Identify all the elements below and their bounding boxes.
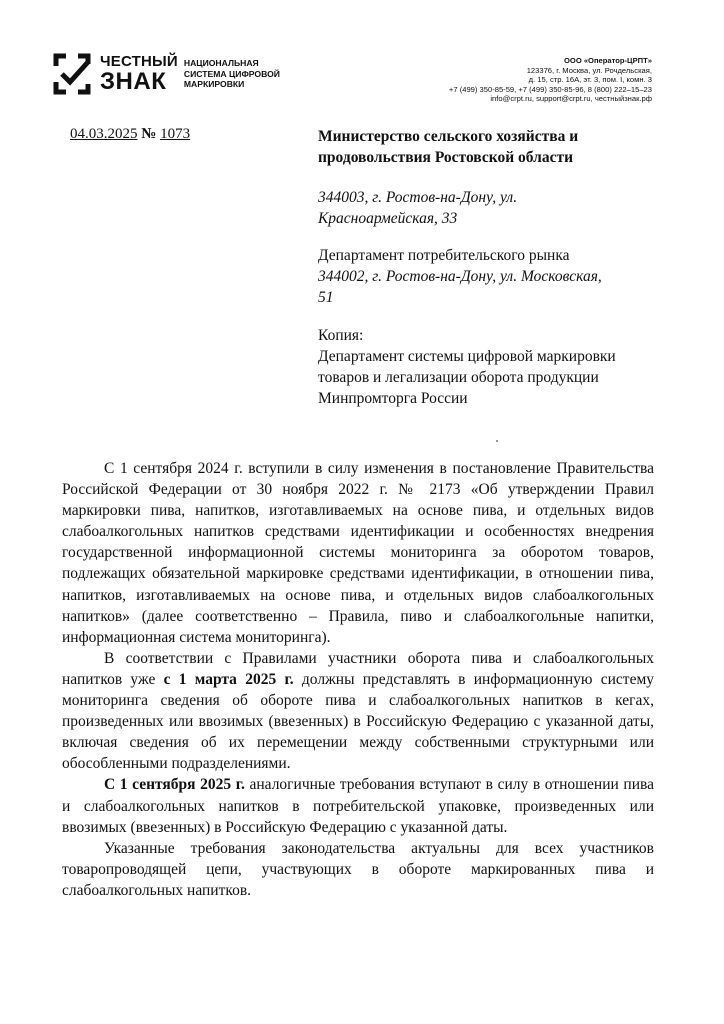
recipient-department [318,245,668,308]
logo-wordmark [100,54,178,94]
logo-word-2: ЗНАК [100,68,167,95]
copy-recipient-line: Минпромторга России [318,390,468,407]
chestny-znak-logo [52,50,280,98]
organization-name: ООО «Оператор-ЦРПТ» [564,56,652,65]
logo-word-1: ЧЕСТНЫЙ [100,53,178,70]
scan-speck [496,440,498,442]
letter-body [62,458,654,901]
logo-subtitle-line: СИСТЕМА ЦИФРОВОЙ [183,68,280,79]
organization-emails: info@crpt.ru, support@crpt.ru, честныйзнак.рф [490,94,652,104]
logo-subtitle-line: НАЦИОНАЛЬНАЯ [183,58,259,69]
letter-number: 1073 [160,126,191,142]
recipient-ministry-line: продовольствия Ростовской области [318,149,574,166]
copy-label: Копия: [318,327,364,344]
ministry-address-line: 344003, г. Ростов-на-Дону, ул. [318,189,518,206]
logo-subtitle-line: МАРКИРОВКИ [183,79,245,90]
body-paragraph-1: С 1 сентября 2024 г. вступили в силу изменения в постановление Правительства Российской Федерации от 30 ноября 2022 г. № 2173 «Об утверждении Правил маркировки пива, напитков, изготавливаемых на основе пива, и отдельных видов слабоалкогольных напитков средствами идентификации и особенностях внедрения государственной информационной системы мониторинга за оборотом товаров, подлежащих обязательной маркировке средствами идентификации, в отношении пива, напитков, изготавливаемых на основе пива, и отдельных видов слабоалкогольных напитков» (далее соответственно – Правила, пиво и слабоалкогольные напитки, информационная система мониторинга). [62,460,654,646]
ministry-address [318,187,668,229]
organization-address-line: 123376, г. Москва, ул. Рочдельская, [526,65,652,75]
chestny-znak-logo-mark-icon [52,50,92,98]
copy-recipient [318,325,668,409]
body-paragraph-3 [62,774,654,837]
body-paragraph-2 [62,648,654,775]
organization-phones: +7 (499) 350-85-59, +7 (499) 350-85-96, 8 (800) 222–15–23 [448,84,652,94]
body-paragraph-4: Указанные требования законодательства актуальны для всех участников товаропроводящей цепи, участвующих в обороте маркированных пива и слабоалкогольных напитков. [62,839,654,899]
copy-recipient-line: Департамент системы цифровой маркировки [318,348,616,365]
recipient-ministry [318,126,668,168]
paragraph-text: должны представлять в информационную систему мониторинга сведения об обороте пива и слабоалкогольных напитков в кегах, произведенных или ввозимых (ввезенных) в Российскую Федерацию с указанной даты, включая сведения об их перемещении между собственными структурными или обособленными подразделениями. [62,670,655,773]
number-sign: № [141,126,157,142]
department-address-line: 51 [318,289,334,306]
organization-address-line: д. 15, стр. 16А, эт. 3, пом. I, комн. 3 [528,75,652,85]
department-address-line: 344002, г. Ростов-на-Дону, ул. Московская, [318,268,602,285]
organization-requisites [449,56,652,104]
copy-recipient-line: товаров и легализации оборота продукции [318,369,599,386]
paragraph-text: аналогичные требования вступают в силу в отношении пива и слабоалкогольных напитков в потребительской упаковке, произведенных или ввозимых (ввезенных) в Российскую Федерацию с указанной даты. [62,776,654,836]
letter-date: 04.03.2025 [70,126,138,142]
department-name: Департамент потребительского рынка [318,247,570,264]
deadline-keg-date: с 1 марта 2025 г. [163,670,294,688]
ministry-address-line: Красноармейская, 33 [318,210,458,227]
recipient-ministry-line: Министерство сельского хозяйства и [318,128,579,145]
paragraph-text: В соответствии с Правилами участники оборота пива и слабоалкогольных напитков уже [62,649,654,688]
logo-subtitle [184,58,280,90]
letter-date-number [70,126,190,143]
deadline-consumer-package-date: С 1 сентября 2025 г. [104,776,245,794]
